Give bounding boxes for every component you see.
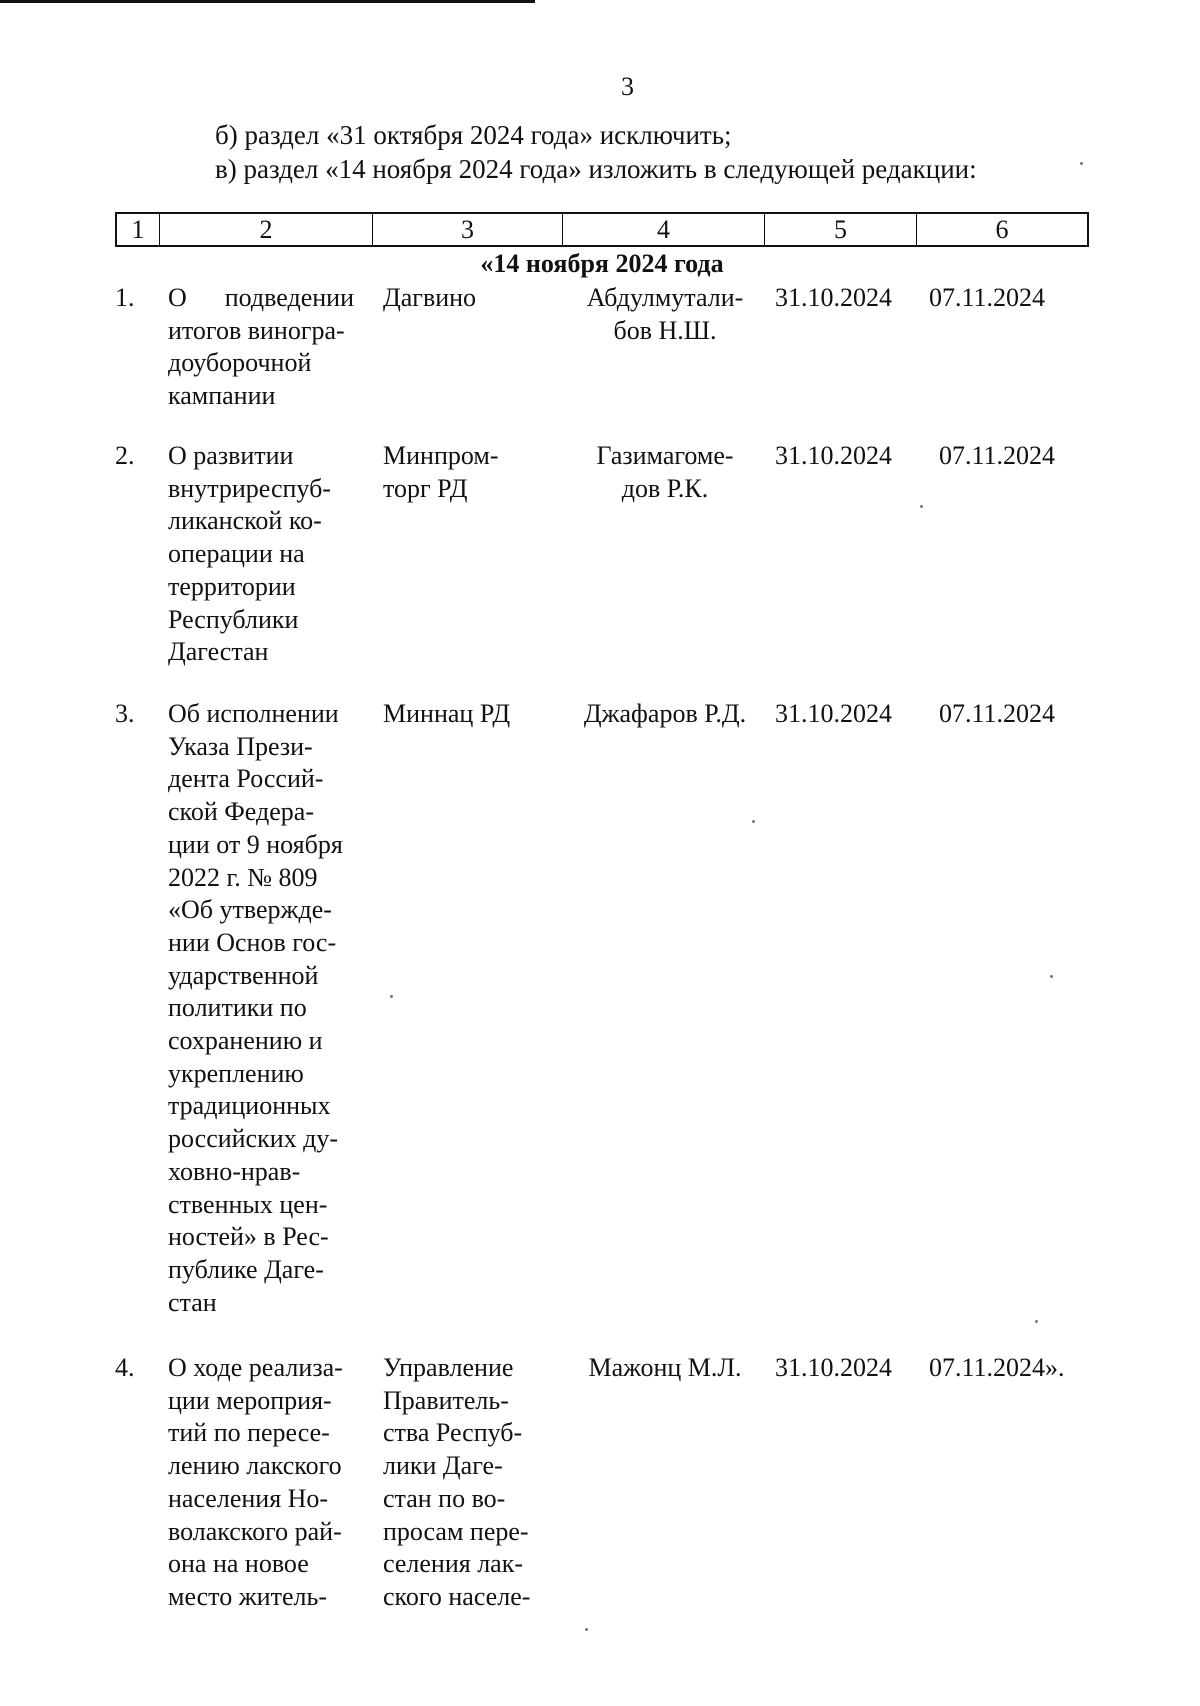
agenda-item-title [168,698,358,1319]
title-line: лению лакского [168,1451,342,1481]
resp-line: дов Р.К. [621,473,709,503]
row-number: 1. [115,283,135,312]
row-number: 3. [115,699,135,728]
title-line: место житель- [168,1581,327,1611]
title-line: 2022 г. № 809 [168,862,318,892]
responsible-person [565,1352,765,1385]
title-line: стан [168,1287,217,1317]
title-line: внутриреспуб- [168,473,331,503]
date-column-6: 07.11.2024». [929,1353,1065,1382]
org-line: Правитель- [383,1385,509,1415]
title-line: территории [168,571,296,601]
column-number: 4 [563,214,765,245]
title-line: российских ду- [168,1124,339,1154]
title-line: Указа Прези- [168,731,313,761]
title-line: ской Федера- [168,797,314,827]
title-line: населения Но- [168,1483,329,1513]
intro-line-b: б) раздел «31 октября 2024 года» исключить; [215,120,732,150]
responsible-person [565,282,765,347]
org-line: лики Даге- [383,1451,503,1481]
column-number: 3 [373,214,563,245]
date-column-5: 31.10.2024 [775,699,892,728]
title-line: традиционных [168,1091,331,1121]
resp-line: Газимагоме- [596,441,734,470]
row-number: 2. [115,441,135,470]
organization [383,440,553,505]
date-column-5: 31.10.2024 [775,441,892,470]
title-line: публике Даге- [168,1254,324,1284]
org-line: Миннац РД [383,699,511,728]
resp-line: Мажонц М.Л. [588,1353,742,1382]
scan-speck [585,1628,588,1631]
title-line: «Об утвержде- [168,895,332,925]
page-number: 3 [621,72,634,101]
org-line: Минпром- [383,441,499,470]
title-line: укреплению [168,1058,304,1088]
date-column-6: 07.11.2024 [939,441,1056,470]
resp-line: Джафаров Р.Д. [583,699,747,728]
column-number: 6 [995,215,1009,244]
org-line: Управление [383,1353,514,1382]
org-line: селения лак- [383,1549,524,1579]
responsible-person [565,440,765,505]
resp-line: бов Н.Ш. [613,315,717,345]
title-line: Об исполнении [168,699,339,728]
title-line: она на новое [168,1549,309,1579]
title-line: операции на [168,539,305,569]
title-line: тий по пересе- [168,1418,330,1448]
org-line: стан по во- [383,1483,506,1513]
title-line: ликанской ко- [168,506,322,536]
row-number: 4. [115,1353,135,1382]
agenda-item-title [168,282,358,413]
title-line: Дагестан [168,637,269,667]
date-column-6: 07.11.2024 [929,283,1046,312]
column-number: 1 [117,214,160,245]
resp-line: Абдулмутали- [586,283,744,312]
agenda-item-title [168,1352,358,1614]
intro-line-v: в) раздел «14 ноября 2024 года» изложить в следующей редакции: [215,154,977,184]
title-line: кампании [168,381,276,411]
title-line: ховно-нрав- [168,1156,301,1186]
scan-speck [390,995,393,998]
title-line: политики по [168,993,307,1023]
title-line: итогов виногра- [168,315,345,345]
date-column-5: 31.10.2024 [775,283,892,312]
scan-speck [920,505,923,508]
title-line: ственных цен- [168,1189,328,1219]
org-line: просам пере- [383,1516,529,1546]
scan-speck [1035,1320,1038,1323]
title-line: волакского рай- [168,1516,342,1546]
title-line: доуборочной [168,348,312,378]
org-line: ского населе- [383,1581,531,1611]
top-rule [0,0,535,3]
scan-speck [1050,975,1053,978]
title-line: О ходе реализа- [168,1353,343,1382]
title-line: ции мероприя- [168,1385,332,1415]
title-line: О развитии [168,441,294,470]
column-number-header [115,212,1089,247]
scan-speck [1080,162,1083,165]
org-line: ства Респуб- [383,1418,523,1448]
title-line: сохранению и [168,1026,323,1056]
date-column-6: 07.11.2024 [939,699,1056,728]
org-line: Дагвино [383,283,477,312]
title-line: ции от 9 ноября [168,829,343,859]
title-line: ностей» в Рес- [168,1222,329,1252]
column-number: 5 [765,214,917,245]
title-line: ударственной [168,960,319,990]
title-line: дента Россий- [168,764,324,794]
title-line: Республики [168,604,299,634]
organization [383,1352,553,1614]
responsible-person [565,698,765,731]
title-line: О подведении [168,283,354,312]
org-line: торг РД [383,473,468,503]
agenda-item-title [168,440,358,669]
organization [383,282,553,315]
section-heading: «14 ноября 2024 года [480,249,724,278]
organization [383,698,553,731]
column-number: 2 [160,214,373,245]
scan-speck [752,820,755,823]
title-line: нии Основ гос- [168,927,337,957]
date-column-5: 31.10.2024 [775,1353,892,1382]
